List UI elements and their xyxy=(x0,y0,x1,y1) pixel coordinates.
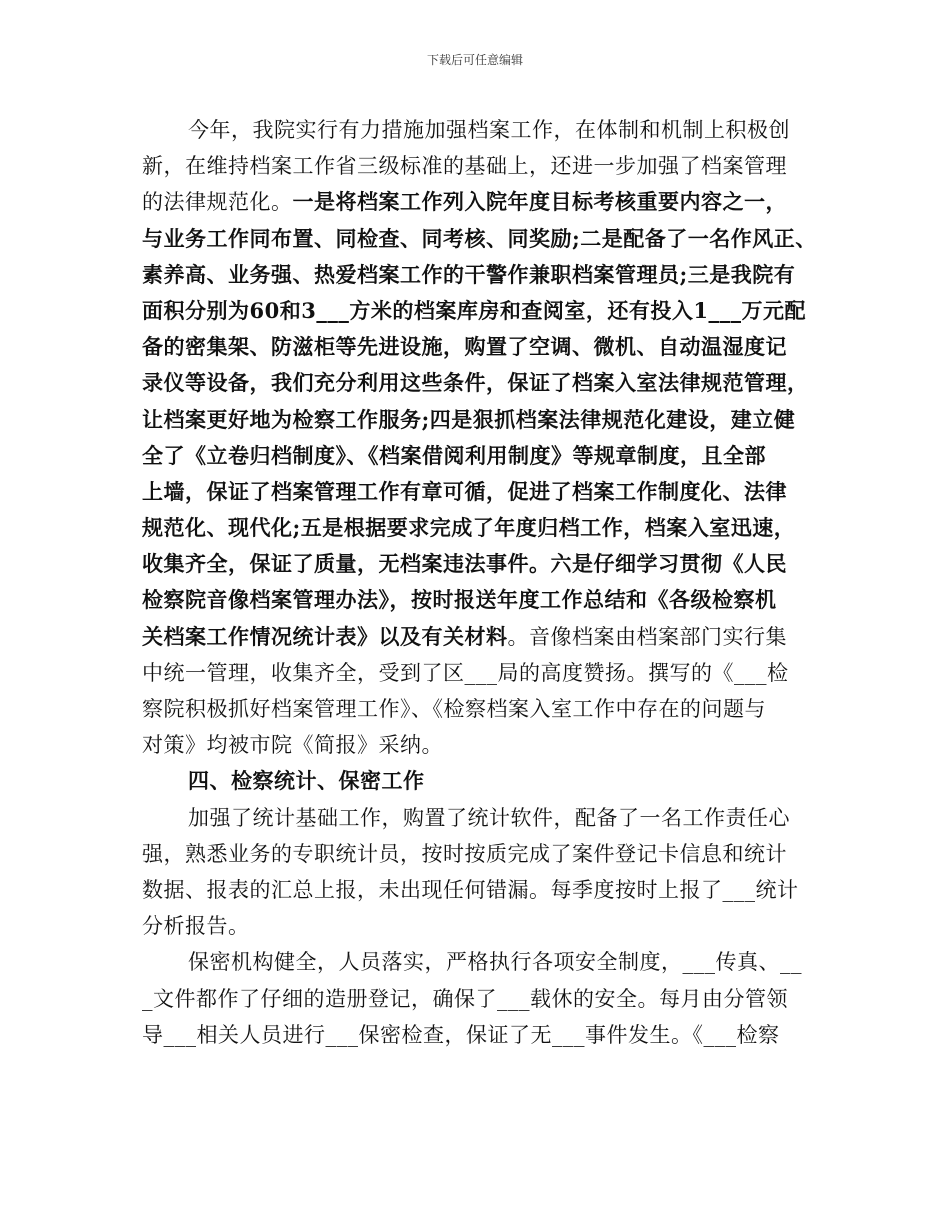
text-line xyxy=(142,836,818,872)
text-line xyxy=(142,981,818,1017)
text-line xyxy=(142,474,818,510)
text-segment: _文件都作了仔细的造册登记，确保了___载休的安全。每月由分管领 xyxy=(142,986,788,1011)
text-segment: 。音像档案由档案部门实行集 xyxy=(507,624,787,649)
section-heading xyxy=(142,763,818,799)
text-line xyxy=(142,402,818,438)
text-segment: 上墙，保证了档案管理工作有章可循，促进了档案工作制度化、法律 xyxy=(142,478,787,504)
text-segment: 导___相关人员进行___保密检查，保证了无___事件发生。《___检察 xyxy=(142,1022,780,1047)
text-segment: 检察院音像档案管理办法》，按时报送年度工作总结和《各级检察机 xyxy=(142,587,777,613)
page-header-note: 下载后可任意编辑 xyxy=(426,53,523,67)
text-segment: 与业务工作同布置、同检查、同考核、同奖励;二是配备了一名作风正、 xyxy=(142,225,817,251)
text-line xyxy=(142,184,818,220)
text-line xyxy=(142,691,818,727)
text-segment: 全了《立卷归档制度》、《档案借阅利用制度》等规章制度，且全部 xyxy=(142,442,766,468)
text-segment: 录仪等设备，我们充分利用这些条件，保证了档案入室法律规范管理， xyxy=(142,370,809,396)
text-segment: 收集齐全，保证了质量，无档案违法事件。六是仔细学习贯彻《人民 xyxy=(142,551,787,577)
text-segment: 中统一管理，收集齐全，受到了区___局的高度赞扬。撰写的《___检 xyxy=(142,660,789,685)
text-segment: 关档案工作情况统计表》以及有关材料 xyxy=(142,623,508,649)
text-line xyxy=(142,944,818,980)
text-segment: 一是将档案工作列入院年度目标考核重要内容之一， xyxy=(292,189,787,215)
text-segment: 面积分别为60和3___方米的档案库房和查阅室，还有投入1___万元配 xyxy=(142,297,806,323)
text-line xyxy=(142,800,818,836)
text-line xyxy=(142,221,818,257)
text-segment: 今年，我院实行有力措施加强档案工作，在体制和机制上积极创 xyxy=(188,118,790,142)
text-line xyxy=(142,293,818,329)
text-segment: 新，在维持档案工作省三级标准的基础上，还进一步加强了档案管理 xyxy=(142,154,787,179)
text-line xyxy=(142,112,818,148)
text-segment: 分析报告。 xyxy=(142,914,250,939)
text-line xyxy=(142,546,818,582)
text-line xyxy=(142,1017,818,1053)
text-segment: 数据、报表的汇总上报，未出现任何错漏。每季度按时上报了___统计 xyxy=(142,877,799,902)
text-line xyxy=(142,872,818,908)
text-line xyxy=(142,148,818,184)
text-segment: 加强了统计基础工作，购置了统计软件，配备了一名工作责任心 xyxy=(188,805,790,830)
text-segment: 保密机构健全，人员落实，严格执行各项安全制度，___传真、__ xyxy=(188,950,802,975)
text-line xyxy=(142,257,818,293)
text-line xyxy=(142,655,818,691)
text-segment: 察院积极抓好档案管理工作》、《检察档案入室工作中存在的问题与 xyxy=(142,697,766,721)
text-line xyxy=(142,329,818,365)
text-segment: 备的密集架、防滋柜等先进设施，购置了空调、微机、自动温湿度记 xyxy=(142,334,787,360)
text-segment: 对策》均被市院《简报》采纳。 xyxy=(142,733,443,758)
text-segment: 的法律规范化。 xyxy=(142,190,293,215)
text-segment: 规范化、现代化;五是根据要求完成了年度归档工作，档案入室迅速， xyxy=(142,515,796,541)
text-line xyxy=(142,619,818,655)
text-line xyxy=(142,727,818,763)
text-line xyxy=(142,438,818,474)
text-line xyxy=(142,365,818,401)
text-segment: 素养高、业务强、热爱档案工作的干警作兼职档案管理员;三是我院有 xyxy=(142,261,796,287)
text-segment: 让档案更好地为检察工作服务;四是狠抓档案法律规范化建设，建立健 xyxy=(142,406,796,432)
document-body xyxy=(142,112,818,1053)
text-line xyxy=(142,510,818,546)
text-line xyxy=(142,908,818,944)
text-segment: 强，熟悉业务的专职统计员，按时按质完成了案件登记卡信息和统计 xyxy=(142,841,787,866)
text-segment: 四、检察统计、保密工作 xyxy=(188,768,425,794)
text-line xyxy=(142,582,818,618)
